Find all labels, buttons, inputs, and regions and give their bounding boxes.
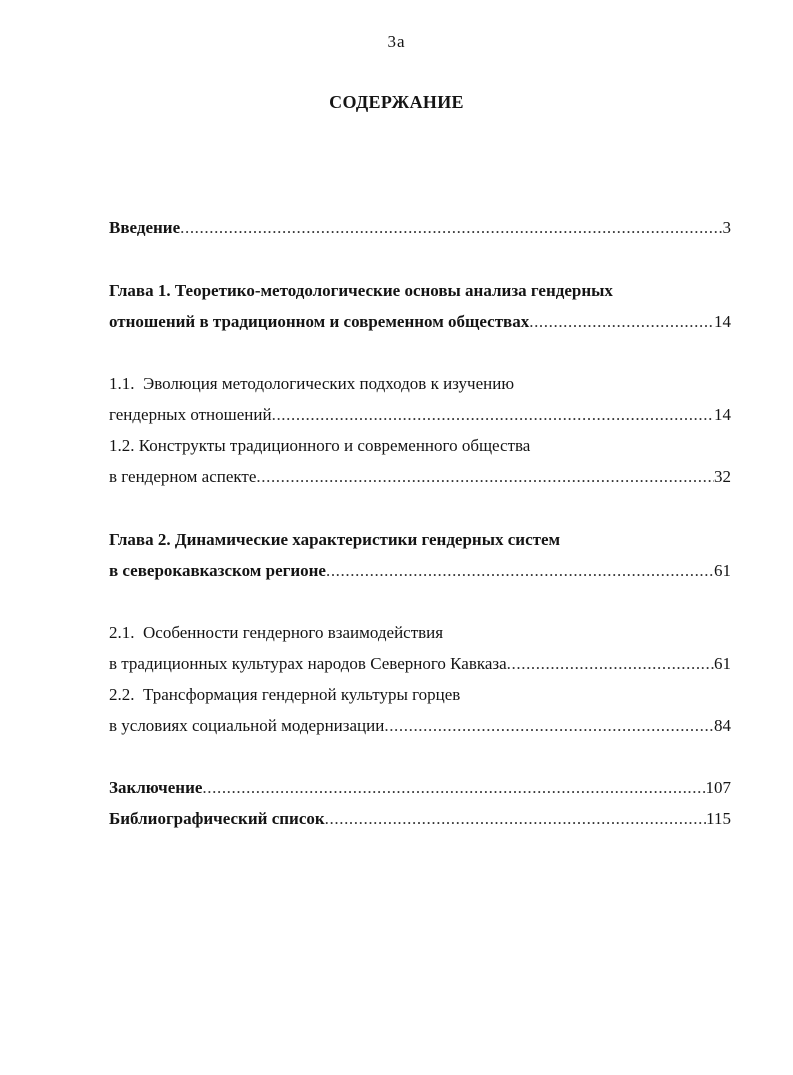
- toc-page-number: 14: [714, 312, 731, 331]
- toc-entry-label: Заключение: [109, 778, 203, 797]
- toc-page-number: 61: [714, 561, 731, 580]
- toc-entry-label: в гендерном аспекте: [109, 467, 257, 486]
- toc-entry-label: Глава 2. Динамические характеристики гендерных систем: [109, 530, 561, 549]
- dot-leader: [529, 309, 714, 335]
- page-title: СОДЕРЖАНИЕ: [329, 92, 464, 112]
- dot-leader: [272, 402, 714, 428]
- toc-entry-label: 2.1. Особенности гендерного взаимодействия: [109, 623, 444, 642]
- toc-section1-2-line2: [109, 464, 731, 490]
- toc-entry-label: Введение: [109, 218, 181, 237]
- toc-section1-1-line2: [109, 402, 731, 428]
- toc-entry-bibliography: [109, 806, 731, 832]
- toc-section2-2-line2: [109, 713, 731, 739]
- dot-leader: [202, 775, 705, 801]
- toc-entry-conclusion: [109, 775, 731, 801]
- toc-page-number: 14: [714, 405, 731, 424]
- dot-leader: [325, 806, 706, 832]
- toc-entry-label: отношений в традиционном и современном обществах: [109, 312, 530, 331]
- toc-chapter2-line2: [109, 558, 731, 584]
- toc-entry-label: 2.2. Трансформация гендерной культуры горцев: [109, 685, 461, 704]
- toc-entry-label: Глава 1. Теоретико-методологические основы анализа гендерных: [109, 281, 613, 300]
- dot-leader: [326, 558, 714, 584]
- dot-leader: [384, 713, 714, 739]
- toc-section1-1-line1: [109, 371, 731, 397]
- toc-entry-label: 1.2. Конструкты традиционного и современного общества: [109, 436, 531, 455]
- toc-entry-label: гендерных отношений: [109, 405, 272, 424]
- toc-section2-2-line1: [109, 682, 731, 708]
- toc-section2-1-line1: [109, 620, 731, 646]
- toc-entry-intro: [109, 215, 731, 241]
- toc-entry-label: в северокавказском регионе: [109, 561, 326, 580]
- toc-page-number: 107: [705, 778, 731, 797]
- toc-chapter1-line1: [109, 278, 731, 304]
- toc-page-number: 84: [714, 716, 731, 735]
- dot-leader: [256, 464, 714, 490]
- toc-section1-2-line1: [109, 433, 731, 459]
- toc-entry-label: 1.1. Эволюция методологических подходов к изучению: [109, 374, 515, 393]
- toc-page-number: 32: [714, 467, 731, 486]
- toc-section2-1-line2: [109, 651, 731, 677]
- toc-entry-label: в традиционных культурах народов Северного Кавказа: [109, 654, 507, 673]
- dot-leader: [507, 651, 714, 677]
- toc-page-number: 115: [706, 809, 731, 828]
- toc-entry-label: Библиографический список: [109, 809, 325, 828]
- toc-chapter2-line1: [109, 527, 731, 553]
- toc-chapter1-line2: [109, 309, 731, 335]
- toc-entry-label: в условиях социальной модернизации: [109, 716, 385, 735]
- toc-page-number: 61: [714, 654, 731, 673]
- page-number: 3а: [387, 32, 406, 51]
- dot-leader: [180, 215, 722, 241]
- toc-page-number: 3: [722, 218, 731, 237]
